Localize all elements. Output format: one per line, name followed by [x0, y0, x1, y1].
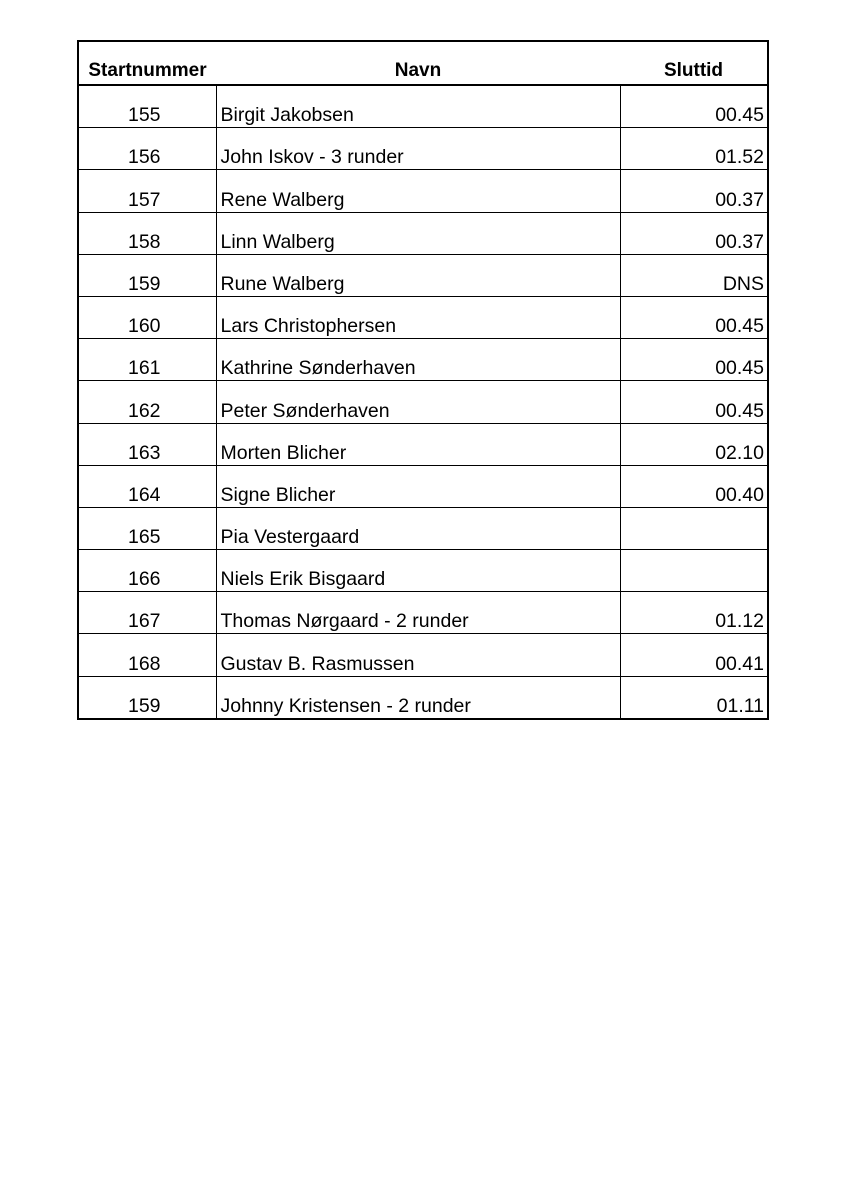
cell-startnummer: 159 [78, 254, 216, 296]
header-navn: Navn [216, 41, 620, 85]
results-sheet [77, 40, 767, 720]
table-body [78, 85, 768, 719]
cell-sluttid: 00.45 [620, 85, 768, 128]
cell-startnummer: 162 [78, 381, 216, 423]
cell-startnummer: 165 [78, 507, 216, 549]
header-sluttid: Sluttid [620, 41, 768, 85]
cell-startnummer: 159 [127, 694, 161, 717]
table-row [78, 423, 768, 465]
cell-sluttid: 00.37 [620, 170, 768, 212]
table-row [78, 128, 768, 170]
cell-sluttid: 01.11 [620, 676, 768, 719]
table-row [78, 592, 768, 634]
cell-startnummer: 158 [78, 212, 216, 254]
cell-sluttid [620, 550, 768, 592]
cell-navn: John Iskov - 3 runder [216, 128, 620, 170]
cell-startnummer: 166 [78, 550, 216, 592]
header-startnummer: Startnummer [78, 41, 216, 85]
cell-navn: Peter Sønderhaven [216, 381, 620, 423]
cell-sluttid: 01.52 [620, 128, 768, 170]
cell-startnummer: 161 [78, 339, 216, 381]
cell-startnummer: 163 [78, 423, 216, 465]
cell-navn: Pia Vestergaard [216, 507, 620, 549]
cell-navn: Lars Christophersen [216, 296, 620, 338]
table-row [78, 254, 768, 296]
cell-sluttid [620, 507, 768, 549]
table-row [78, 465, 768, 507]
cell-navn: Linn Walberg [216, 212, 620, 254]
table-row [78, 85, 768, 128]
cell-sluttid: 00.45 [620, 381, 768, 423]
table-row [78, 212, 768, 254]
cell-startnummer: 156 [78, 128, 216, 170]
table-row [78, 170, 768, 212]
cell-navn: Rune Walberg [216, 254, 620, 296]
results-table [77, 40, 769, 720]
cell-startnummer: 168 [78, 634, 216, 676]
header-row [78, 41, 768, 85]
cell-navn: Morten Blicher [216, 423, 620, 465]
cell-navn: Niels Erik Bisgaard [216, 550, 620, 592]
table-row [78, 550, 768, 592]
table-row [78, 381, 768, 423]
cell-navn: Birgit Jakobsen [216, 85, 620, 128]
cell-sluttid: 00.41 [620, 634, 768, 676]
cell-startnummer: 157 [78, 170, 216, 212]
cell-sluttid: 00.45 [620, 296, 768, 338]
cell-startnummer: 160 [78, 296, 216, 338]
table-row [78, 507, 768, 549]
table-row [78, 634, 768, 676]
cell-sluttid: 00.45 [620, 339, 768, 381]
cell-sluttid: 01.12 [620, 592, 768, 634]
table-row [78, 676, 768, 719]
cell-navn: Johnny Kristensen - 2 runder [216, 676, 620, 719]
cell-navn: Gustav B. Rasmussen [216, 634, 620, 676]
cell-sluttid: 00.37 [620, 212, 768, 254]
cell-sluttid: DNS [620, 254, 768, 296]
cell-navn: Rene Walberg [216, 170, 620, 212]
cell-navn: Kathrine Sønderhaven [216, 339, 620, 381]
cell-startnummer: 167 [78, 592, 216, 634]
cell-startnummer: 164 [78, 465, 216, 507]
cell-startnummer: 155 [78, 85, 216, 128]
cell-navn: Thomas Nørgaard - 2 runder [216, 592, 620, 634]
table-row [78, 296, 768, 338]
cell-sluttid: 02.10 [620, 423, 768, 465]
table-row [78, 339, 768, 381]
cell-sluttid: 00.40 [620, 465, 768, 507]
cell-navn: Signe Blicher [216, 465, 620, 507]
